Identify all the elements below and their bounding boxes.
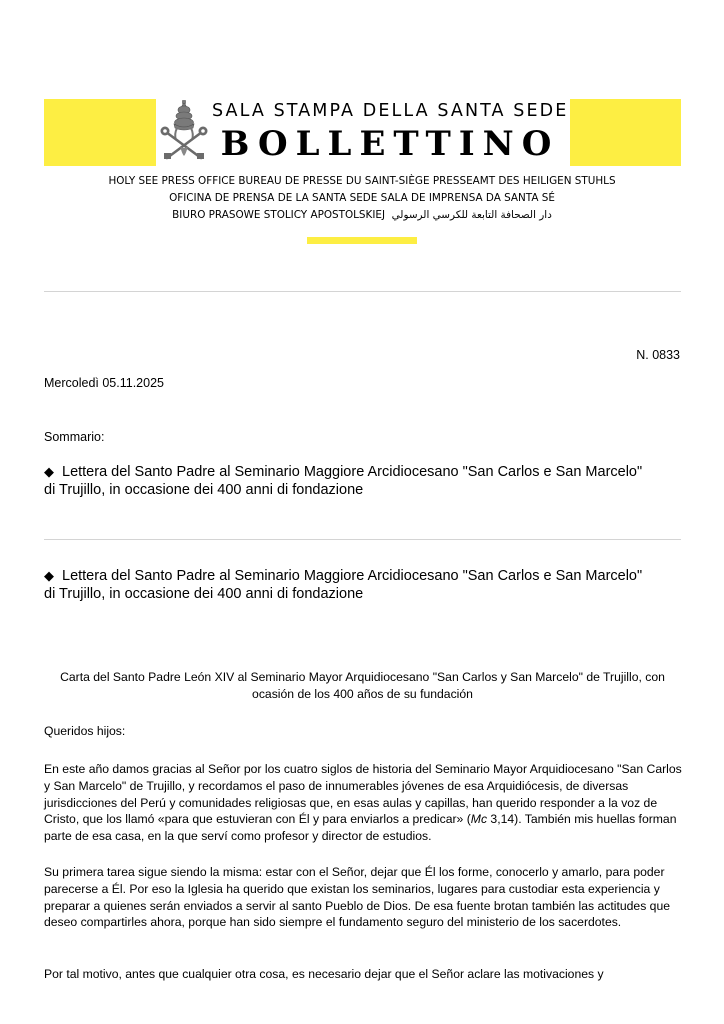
header-yellow-block-right: [570, 99, 681, 166]
issue-number: N. 0833: [636, 348, 680, 362]
article-heading: [44, 567, 644, 603]
office-names-line-3: [0, 208, 724, 223]
diamond-bullet-icon: ◆: [44, 568, 54, 583]
body-paragraph-1: [44, 761, 684, 845]
bulletin-title: BOLLETTINO: [220, 124, 560, 164]
summary-item-text: Lettera del Santo Padre al Seminario Maggiore Arcidiocesano "San Carlos e San Marcelo" di Trujillo, in occasione dei 400 anni di fondazione: [44, 464, 643, 498]
paragraph-1-text: En este año damos gracias al Señor por los cuatro siglos de historia del Seminario Mayor Arquidiocesano "San Carlos y San Marcelo" de Trujillo, y recordamos el paso de innumerables jóvenes de esa Arquidiócesis, de diversas jurisdicciones del Perú y comunidades religiosas que, en esas aulas y capillas, han querido responder a la voz de Cristo, que los llamó «para que estuvieran con Él y para enviarlos a predicar» (: [44, 762, 682, 827]
salutation: Queridos hijos:: [44, 724, 126, 738]
section-divider: [44, 539, 681, 540]
paragraph-1-text-end: 3,14). También mis huellas forman parte de esa casa, en la que serví como profesor y director de estudios.: [44, 812, 677, 844]
press-office-title: SALA STAMPA DELLA SANTA SEDE: [212, 101, 569, 121]
office-names-line-1: HOLY SEE PRESS OFFICE BUREAU DE PRESSE DU SAINT-SIÈGE PRESSEAMT DES HEILIGEN STUHLS: [108, 175, 616, 187]
body-paragraph-3: Por tal motivo, antes que cualquier otra cosa, es necesario dejar que el Señor aclare las motivaciones y: [44, 967, 604, 981]
papal-keys-emblem-icon: [158, 100, 210, 162]
summary-item-link[interactable]: [44, 463, 644, 499]
header-divider: [44, 291, 681, 292]
scripture-reference-book: Mc: [470, 812, 488, 827]
issue-date: Mercoledì 05.11.2025: [44, 376, 164, 390]
body-paragraph-2: Su primera tarea sigue siendo la misma: estar con el Señor, dejar que Él los forme, conocerlo y amarlo, para poder parecerse a Él. Por eso la Iglesia ha querido que existan los seminarios, lugares para custodiar esta experiencia y preparar a quienes serán enviados a servir al santo Pueblo de Dios. De esa fuente brotan también las actitudes que deseo compartirles ahora, porque han sido siempre el fundamento seguro del ministerio de los sacerdotes.: [44, 865, 671, 930]
office-names-line-2: OFICINA DE PRENSA DE LA SANTA SEDE SALA DE IMPRENSA DA SANTA SÉ: [169, 192, 555, 204]
summary-label: Sommario:: [44, 430, 105, 444]
office-name-arabic: دار الصحافة التابعة للكرسي الرسولي: [391, 209, 552, 221]
diamond-bullet-icon: ◆: [44, 464, 54, 479]
letter-title: Carta del Santo Padre León XIV al Seminario Mayor Arquidiocesano "San Carlos y San Marcelo" de Trujillo, con ocasión de los 400 años de su fundación: [60, 670, 665, 701]
article-heading-text: Lettera del Santo Padre al Seminario Maggiore Arcidiocesano "San Carlos e San Marcelo" di Trujillo, in occasione dei 400 anni di fondazione: [44, 568, 643, 602]
office-name-polish: BIURO PRASOWE STOLICY APOSTOLSKIEJ: [172, 209, 386, 221]
header-accent-bar: [307, 237, 417, 244]
header-yellow-block-left: [44, 99, 156, 166]
